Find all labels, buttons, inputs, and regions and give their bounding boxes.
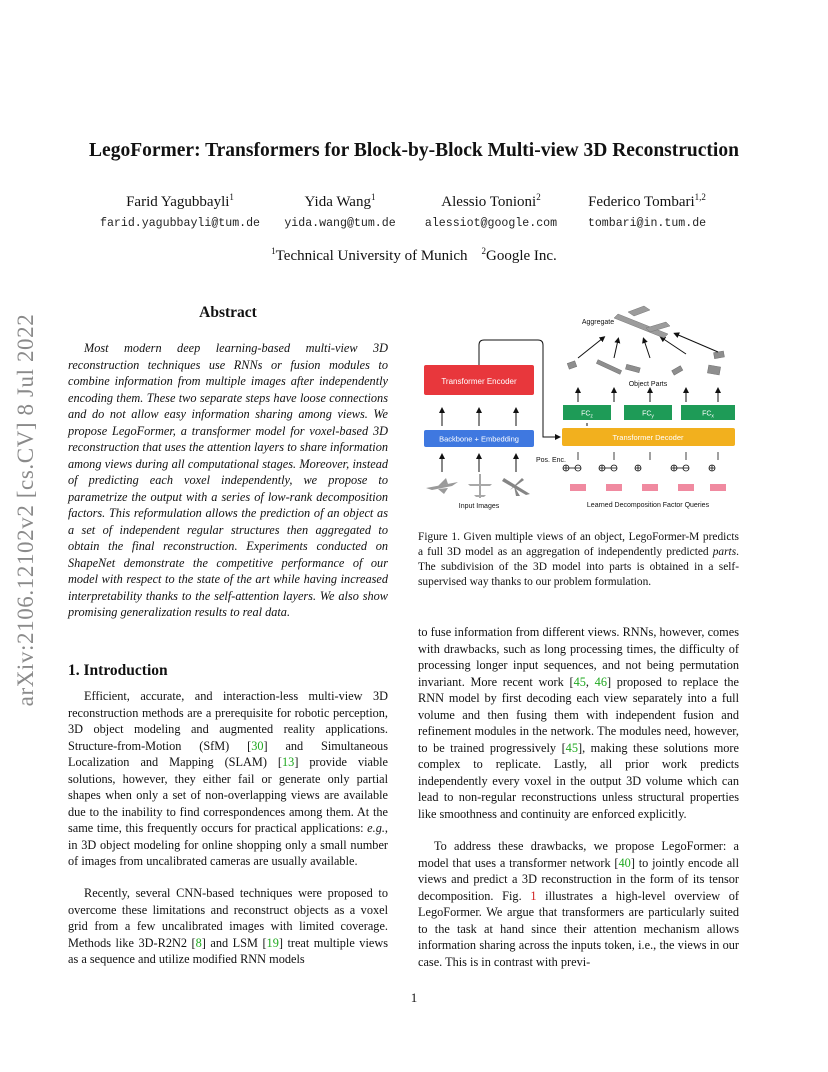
- author-1: Farid Yagubbayli$^1$ farid.yagubbayli@tum.de: [100, 192, 261, 230]
- abstract-text: Most modern deep learning-based multi-view 3D reconstruction techniques use RNNs or fusion modules to combine information from multiple images after independently encoding them. These two separate steps have loose connections and do not allow easy information sharing among views. We propose LegoFormer, a transformer model for voxel-based 3D reconstruction that uses the attention layers to share information among views during all computational stages. Moreover, instead of predicting each voxel independently, we propose to parametrize the output with a series of low-rank decomposition factors. This reformulation allows the prediction of an object as a set of independent regular structures then aggregated to obtain the final reconstruction. Experiments conducted on ShapeNet demonstrate the competitive performance of our model with respect to the state of the art while having increased interpretability thanks to the self-attention layers. We also show promising generalization results to real data.: [68, 341, 388, 619]
- arxiv-stamp: arXiv:2106.12102v2 [cs.CV] 8 Jul 2022: [13, 313, 38, 707]
- object-parts-label: Object Parts: [628, 381, 668, 388]
- affiliation-google: Google Inc.: [486, 248, 557, 264]
- abstract-heading: Abstract: [199, 304, 257, 321]
- arrow: [662, 338, 686, 354]
- fc-z-label: FC: [581, 410, 591, 418]
- author-email: tombari@in.tum.de: [587, 217, 707, 230]
- author-email: alessiot@google.com: [424, 217, 558, 230]
- paper-title: LegoFormer: Transformers for Block-by-Block Multi-view 3D Reconstruction: [89, 140, 739, 161]
- citation-link[interactable]: 30: [251, 738, 264, 753]
- page-number: 1: [410, 990, 418, 1005]
- intro-paragraph-2: Recently, several CNN-based techniques were proposed to overcome these limitations and reconstruct objects as a voxel grid from a few uncalibrated images with limited coverage. Methods like 3D-R2N2 [8] and LSM [19] treat multiple views as a sequence and utilize modified RNN models: [68, 886, 388, 966]
- intro-paragraph-4: To address these drawbacks, we propose LegoFormer: a model that uses a transformer network [40] to jointly encode all views and predict a 3D reconstruction in the form of its tensor decomposition. Fig. 1 illustrates a high-level overview of LegoFormer. We argue that transformers are particularly suited to the task at hand since their attention mechanism allows information sharing across the inputs token, i.e., the views in our case. This is in contrast with previ-: [418, 839, 740, 969]
- object-part-shapes: [567, 351, 724, 375]
- arrow: [578, 338, 603, 358]
- author-4: Federico Tombari$^{1,2}$ tombari@in.tum.de: [574, 194, 720, 230]
- citation-link[interactable]: 46: [594, 674, 607, 689]
- query-tokens: [570, 484, 726, 491]
- citation-link[interactable]: 45: [573, 674, 586, 689]
- intro-heading: 1. Introduction: [68, 662, 168, 679]
- fc-x-label: FC: [702, 410, 712, 418]
- author-name: Alessio Tonioni: [441, 194, 537, 210]
- author-email: yida.wang@tum.de: [284, 217, 396, 230]
- decoder-label: Transformer Decoder: [612, 433, 684, 442]
- fc-y-label: FC: [642, 410, 652, 418]
- citation-link[interactable]: 8: [195, 935, 202, 950]
- affiliations: $^1$Technical University of Munich $^2$Google Inc.: [271, 246, 557, 264]
- figure-1-caption: Figure 1. Given multiple views of an object, LegoFormer-M predicts a full 3D model as an aggregation of independently predicted parts. The subdivision of the 3D model into parts is obtained in a self-supervised way thanks to our problem formulation.: [418, 531, 739, 588]
- input-image-1: [426, 478, 458, 494]
- queries-label: Learned Decomposition Factor Queries: [586, 502, 710, 509]
- input-images-label: Input Images: [458, 503, 500, 510]
- author-2: Yida Wang$^1$ yida.wang@tum.de: [274, 194, 406, 230]
- affiliation-tum: Technical University of Munich: [275, 248, 468, 264]
- arrow: [676, 334, 718, 352]
- author-name: Federico Tombari: [588, 194, 695, 210]
- fc-y-sub: y: [651, 413, 654, 420]
- figure-ref-link[interactable]: 1: [530, 888, 537, 903]
- citation-link[interactable]: 13: [282, 755, 295, 769]
- input-image-3: [502, 478, 530, 496]
- backbone-label: Backbone + Embedding: [439, 434, 519, 444]
- intro-paragraph-1: Efficient, accurate, and interaction-less multi-view 3D reconstruction methods are a prerequisite for robotic perception, 3D object modeling and augmented reality applications. Structure-from-Motion (SfM) [30] and Simultaneous Localization and Mapping (SLAM) [13] provide viable solutions, however, they either fail or generate only partial shapes when only a set of non-overlapping views are available due to the inability to find correspondences among them. At the same time, this frequently occurs for practical applications: e.g., in 3D object modeling for online shopping only a small number of images from uncalibrated cameras are usually available.: [68, 689, 388, 868]
- aggregated-object: [614, 306, 670, 338]
- author-name: Yida Wang: [304, 194, 371, 210]
- fc-z-sub: z: [590, 413, 593, 420]
- author-name: Farid Yagubbayli: [126, 194, 230, 210]
- author-email: farid.yagubbayli@tum.de: [100, 217, 261, 230]
- citation-link[interactable]: 45: [565, 740, 578, 755]
- pos-enc-label: Pos. Enc.: [536, 457, 566, 464]
- intro-paragraph-3: to fuse information from different views. RNNs, however, comes with drawbacks, such as long processing times, the difficulty of processing longer input sequences, and not being permutation invariant. More recent work [45, 46] proposed to replace the RNN model by first decoding each view separately into a full volume and then fusing them with independent fusion and refinement modules in the network. The modules need, however, to be trained progressively [45], making these solutions more complex to replicate. Lastly, all prior work predicts independently every voxel in the output 3D volume which can lead to non-regular reconstructions unless structural properties like smoothness and continuity are enforced explicitly.: [418, 625, 739, 821]
- input-image-2: [468, 474, 492, 498]
- figure-1-diagram: [418, 300, 742, 520]
- pos-enc-symbols: [563, 452, 718, 471]
- arrow: [644, 340, 650, 358]
- citation-link[interactable]: 19: [266, 935, 279, 950]
- arrow: [614, 340, 618, 358]
- encoder-label: Transformer Encoder: [441, 377, 517, 386]
- author-3: Alessio Tonioni$^2$ alessiot@google.com: [418, 194, 564, 230]
- fc-x-sub: x: [711, 413, 714, 420]
- aggregate-label: Aggregate: [581, 319, 615, 326]
- citation-link[interactable]: 40: [618, 855, 631, 870]
